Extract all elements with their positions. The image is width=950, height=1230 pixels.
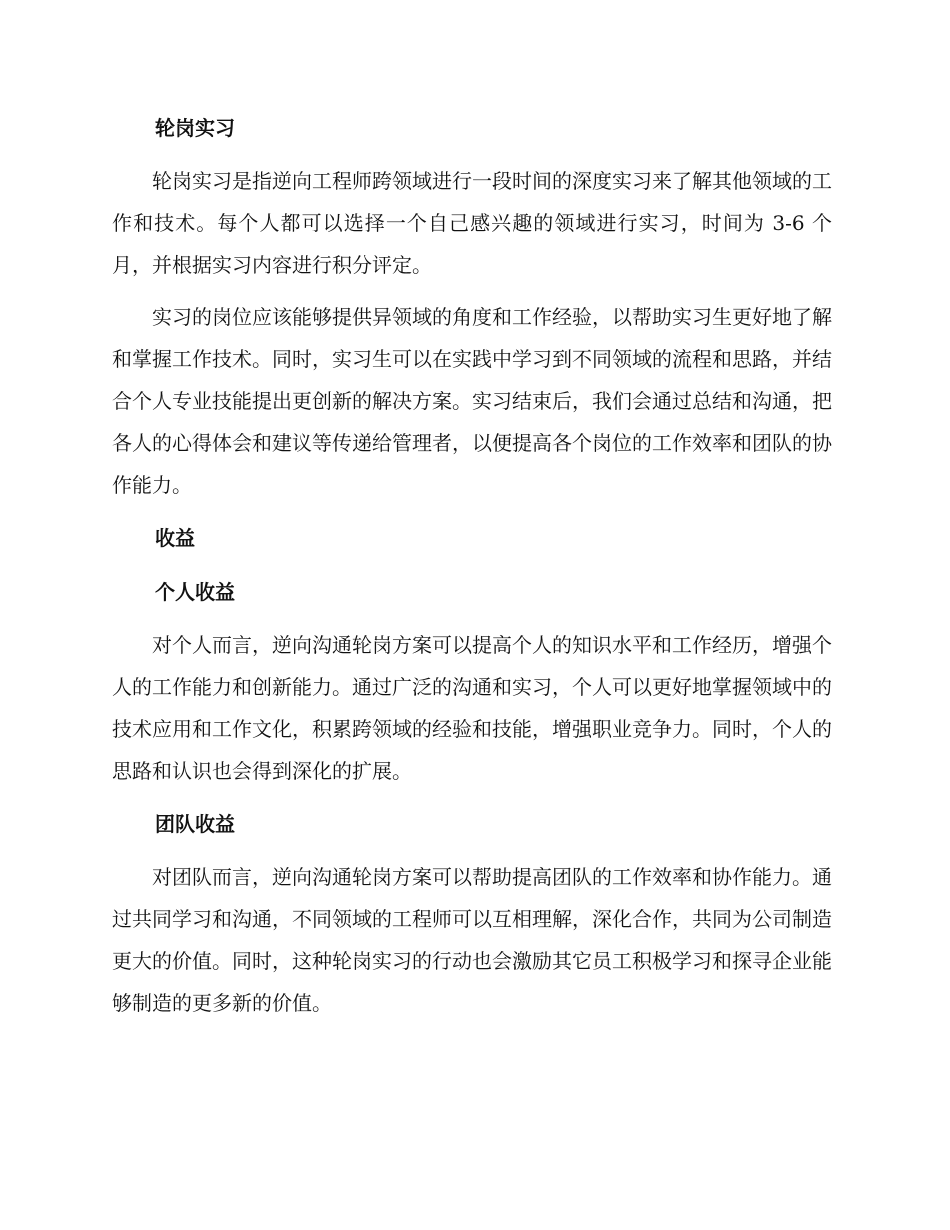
- heading-rotation-internship: 轮岗实习: [155, 116, 235, 140]
- heading-personal-benefits: 个人收益: [155, 580, 235, 604]
- paragraph-rotation-intro: 轮岗实习是指逆向工程师跨领域进行一段时间的深度实习来了解其他领域的工作和技术。每个人都可以选择一个自己感兴趣的领域进行实习，时间为 3-6 个月，并根据实习内容进行积分评定。: [112, 169, 832, 277]
- heading-team-benefits: 团队收益: [155, 812, 235, 836]
- paragraph-rotation-details: 实习的岗位应该能够提供异领域的角度和工作经验，以帮助实习生更好地了解和掌握工作技术。同时，实习生可以在实践中学习到不同领域的流程和思路，并结合个人专业技能提出更创新的解决方案。实习结束后，我们会通过总结和沟通，把各人的心得体会和建议等传递给管理者，以便提高各个岗位的工作效率和团队的协作能力。: [112, 305, 832, 497]
- paragraph-team-benefits: 对团队而言，逆向沟通轮岗方案可以帮助提高团队的工作效率和协作能力。通过共同学习和沟通，不同领域的工程师可以互相理解，深化合作，共同为公司制造更大的价值。同时，这种轮岗实习的行动也会激励其它员工积极学习和探寻企业能够制造的更多新的价值。: [112, 865, 832, 1015]
- document-page: [112, 108, 832, 1024]
- paragraph-personal-benefits: 对个人而言，逆向沟通轮岗方案可以提高个人的知识水平和工作经历，增强个人的工作能力和创新能力。通过广泛的沟通和实习，个人可以更好地掌握领域中的技术应用和工作文化，积累跨领域的经验和技能，增强职业竞争力。同时，个人的思路和认识也会得到深化的扩展。: [112, 633, 832, 783]
- heading-benefits: 收益: [155, 526, 195, 550]
